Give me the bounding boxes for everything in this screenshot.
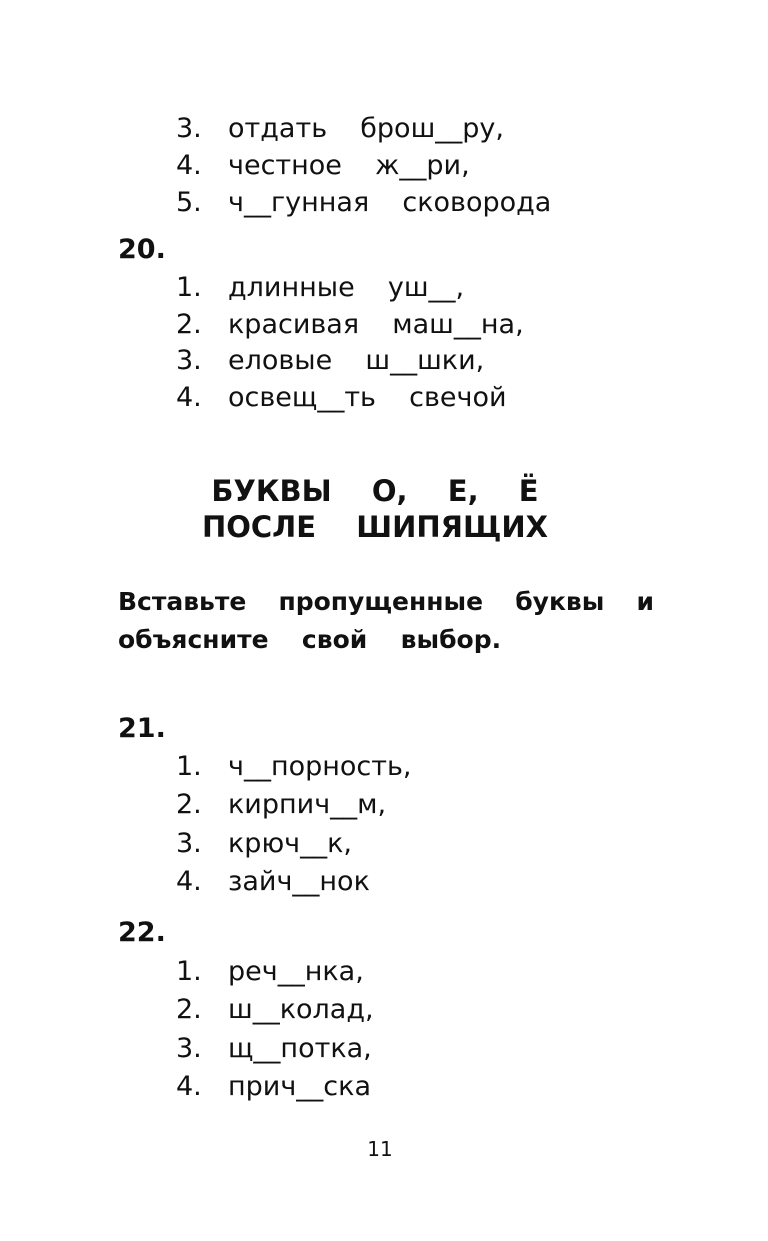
item-number: 2. [176, 789, 202, 820]
instruction-word: Вставьте [118, 587, 247, 616]
instruction-line-1 [118, 583, 654, 621]
instruction [118, 583, 654, 659]
section-title-line-1: БУКВЫ О, Е, Ё [211, 474, 539, 508]
item-number: 3. [176, 113, 202, 144]
item-text: красивая маш__на, [228, 309, 524, 340]
item-text: щ__потка, [228, 1033, 372, 1064]
item-text: прич__ска [228, 1071, 371, 1102]
item-number: 2. [176, 309, 202, 340]
item-text: кирпич__м, [228, 789, 387, 820]
item-text: зайч__нок [228, 866, 370, 897]
item-text: ш__колад, [228, 994, 374, 1025]
item-number: 4. [176, 866, 202, 897]
item-number: 3. [176, 345, 202, 376]
instruction-word: и [636, 587, 654, 616]
item-text: длинные уш__, [228, 272, 465, 303]
item-text: крюч__к, [228, 828, 353, 859]
item-number: 5. [176, 187, 202, 218]
instruction-word: буквы [515, 587, 605, 616]
item-text: реч__нка, [228, 956, 364, 987]
item-number: 4. [176, 382, 202, 413]
item-text: освещ__ть свечой [228, 382, 507, 413]
item-text: еловые ш__шки, [228, 345, 485, 376]
item-number: 4. [176, 1071, 202, 1102]
item-text: честное ж__ри, [228, 150, 470, 181]
instruction-word: пропущенные [278, 587, 484, 616]
item-number: 1. [176, 272, 202, 303]
instruction-line-2: объясните свой выбор. [118, 625, 502, 654]
page-number: 11 [367, 1137, 393, 1161]
item-number: 4. [176, 150, 202, 181]
item-text: ч__гунная сковорода [228, 187, 552, 218]
item-number: 3. [176, 1033, 202, 1064]
item-number: 2. [176, 994, 202, 1025]
task-number: 21. [118, 713, 166, 744]
item-text: ч__порность, [228, 751, 412, 782]
item-text: отдать брош__ру, [228, 113, 504, 144]
task-number: 22. [118, 917, 166, 948]
section-title-line-2: ПОСЛЕ ШИПЯЩИХ [201, 510, 549, 544]
item-number: 1. [176, 956, 202, 987]
item-number: 1. [176, 751, 202, 782]
task-number: 20. [118, 234, 166, 265]
item-number: 3. [176, 828, 202, 859]
